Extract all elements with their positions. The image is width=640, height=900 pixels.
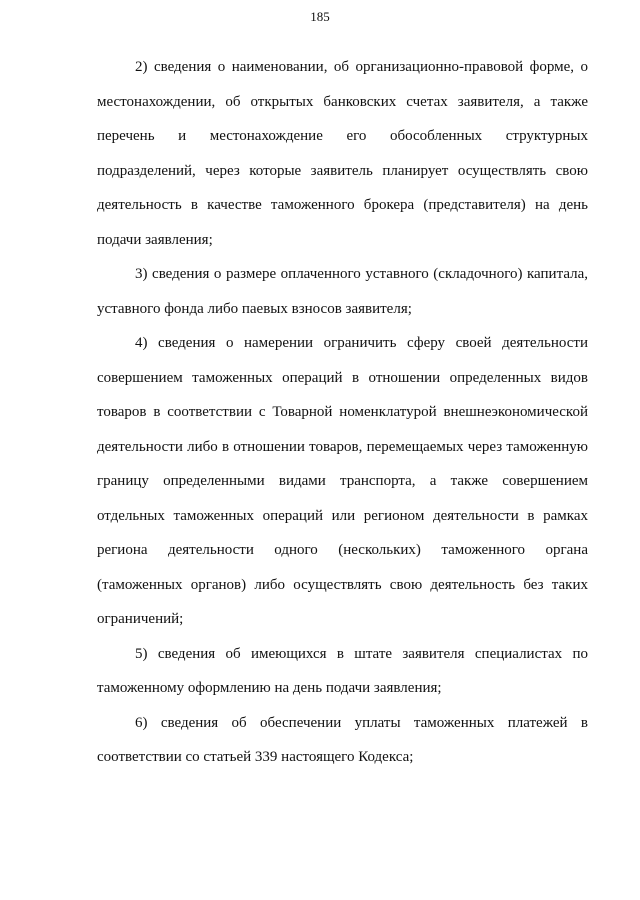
page-number: 185 [310,9,330,24]
paragraph-item-3: 3) сведения о размере оплаченного уставного (складочного) капитала, уставного фонда либо паевых взносов заявителя; [97,266,588,317]
paragraph-item-5: 5) сведения об имеющихся в штате заявителя специалистах по таможенному оформлению на день подачи заявления; [97,645,588,696]
paragraph-item-6: 6) сведения об обеспечении уплаты таможенных платежей в соответствии со статьей 339 настоящего Кодекса; [97,714,588,765]
paragraph-item-4: 4) сведения о намерении ограничить сферу своей деятельности совершением таможенных операций в отношении определенных видов товаров в соответствии с Товарной номенклатурой внешнеэкономической деятельности либо в отношении товаров, перемещаемых через таможенную границу определенными видами транспорта, а также совершением отдельных таможенных операций или регионом деятельности в рамках региона деятельности одного (нескольких) таможенного органа (таможенных органов) либо осуществлять свою деятельность без таких ограничений; [97,335,588,627]
document-body [97,50,588,775]
paragraph-item-2: 2) сведения о наименовании, об организационно-правовой форме, о местонахождении, об открытых банковских счетах заявителя, а также перечень и местонахождение его обособленных структурных подразделений, через которые заявитель планирует осуществлять свою деятельность в качестве таможенного брокера (представителя) на день подачи заявления; [97,59,588,248]
